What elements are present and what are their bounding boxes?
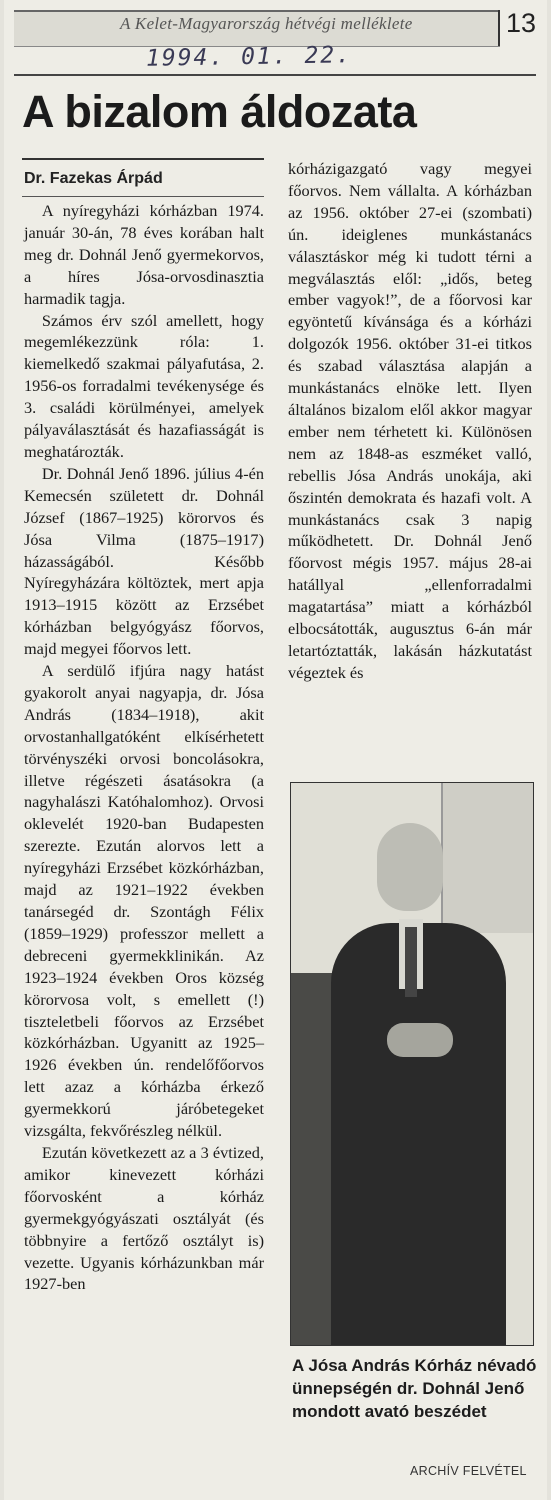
header-divider [498,10,500,46]
byline-rule-top [22,158,264,160]
photo-caption: A Jósa András Kórház névadó ünnepségén dr. Dohnál Jenő mondott avató beszédet [292,1356,537,1421]
paragraph: Számos érv szól amellett, hogy megemlékezzünk róla: 1. kiemelkedő szakmai pályafutása, 2. 1956-os forradalmi tevékenysége és 3. családi körülményei, amelyek pályaválasztását és hazafiasságát is meghatározták. [24,310,264,461]
paragraph: A serdülő ifjúra nagy hatást gyakorolt anyai nagyapja, dr. Jósa András (1834–1918), akit orvostanhallgatóként elkísérhetett törvényszéki orvosi boncolásokra, illetve régészeti ásatásokra (a nagyhalászi Katóhalomhoz). Orvosi oklevelét 1920-ban Budapesten szerezte. Ezután alorvos lett a nyíregyházi Erzsébet közkórházban, majd az 1921–1922 években tanársegéd dr. Szontágh Félix (1859–1929) professzor mellett a debreceni gyermekklinikán. Az 1923–1924 években Oros község körorvosa volt, s emellett (!) tiszteletbeli főorvos az Erzsébet közkórházban. Ugyanitt az 1925–1926 években ún. rendelőfőorvos lett azaz a kórházba érkező gyermekkorú járóbetegeket vizsgálta, fekvőrészleg nélkül. [24,661,264,1141]
paragraph: A nyíregyházi kórházban 1974. január 30-án, 78 éves korában halt meg dr. Dohnál Jenő gyermekorvos, a híres Jósa-orvosdinasztia harmadik tagja. [24,201,264,308]
photo-wall-frame [441,783,534,933]
photo-tie [405,927,417,997]
supplement-title: A Kelet-Magyarország hétvégi melléklete [120,14,413,33]
article-column-2 [288,158,532,684]
archive-photo [290,782,534,1346]
paragraph: Ezután következett az a 3 évtized, amikor kinevezett kórházi főorvosként a kórház gyermekgyógyászati osztályát (és többnyire a fertőző osztályt is) vezette. Ugyanis kórházunkban már 1927-ben [24,1142,264,1294]
byline-rule-bottom [22,196,264,197]
article-title: A bizalom áldozata [22,86,417,137]
paragraph: Dr. Dohnál Jenő 1896. július 4-én Kemecsén született dr. Dohnál József (1867–1925) körorvos és Jósa Vilma (1875–1917) házasságából. Később Nyíregyházára költöztek, mert apja 1913–1915 között az Erzsébet kórházban belgyógyász főorvos, majd megyei főorvos lett. [24,463,264,659]
paragraph: kórházigazgató vagy megyei főorvos. Nem vállalta. A kórházban az 1956. október 27-ei (szombati) ún. ideiglenes munkástanács választáskor még ki tudott térni a megválasztás elől: „idős, beteg ember vagyok!”, de a főorvosi kar egyöntetű kívánsága és a kórházi dolgozók 1956. október 31-ei titkos és szabad választása alapján a munkástanács elnöke lett. Ilyen általános bizalom elől akkor magyar ember nem térhetett ki. Különösen nem az 1848-as eszméket valló, rebellis Jósa András unokája, aki őszintén demokrata és hazafi volt. A munkástanács csak 3 napig működhetett. Dr. Dohnál Jenő főorvost mégis 1957. május 28-ai hatállyal „ellenforradalmi magatartása” miatt a kórházból elbocsátották, augusztus 6-án már letartóztatták, lakásán házkutatást végeztek és [288,159,532,682]
article-column-1 [24,200,264,1295]
photo-man-head [377,823,443,911]
photo-hands [387,1023,453,1057]
page-number: 13 [506,8,537,38]
photo-credit: ARCHÍV FELVÉTEL [410,1464,527,1478]
article-author: Dr. Fazekas Árpád [24,170,163,187]
handwritten-date: 1994. 01. 22. [145,42,353,72]
top-rule [14,74,536,76]
